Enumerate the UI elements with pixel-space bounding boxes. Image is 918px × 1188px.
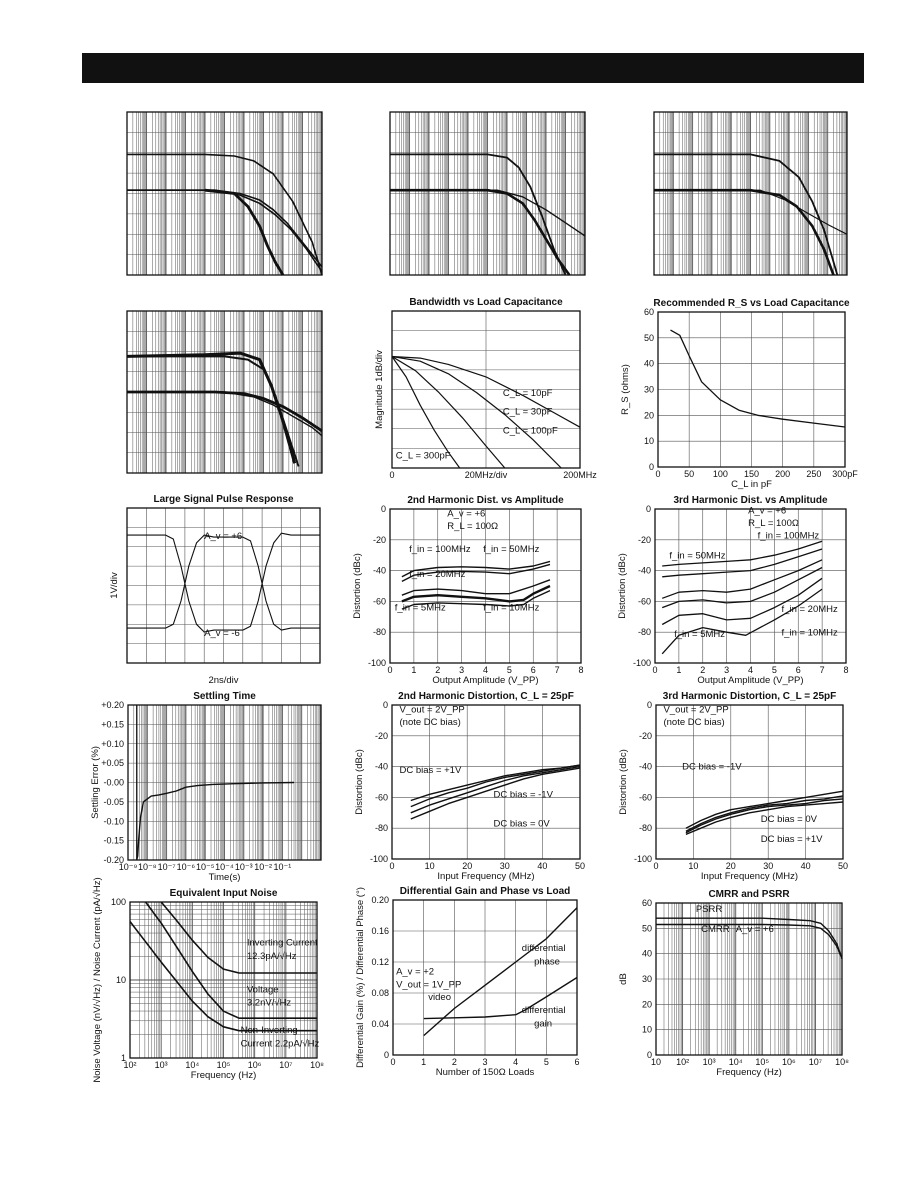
y-tick-label: 100 xyxy=(110,897,126,907)
chart-title: 2nd Harmonic Dist. vs Amplitude xyxy=(407,495,564,506)
x-tick-label: 5 xyxy=(771,665,777,675)
x-tick-label: 7 xyxy=(819,665,825,675)
curve-annotation: Inverting Current xyxy=(246,937,318,949)
x-tick-label: 1 xyxy=(411,665,417,675)
x-tick-label: 30 xyxy=(499,861,510,871)
chart-bandwidth-vs-load-capacitance xyxy=(374,297,597,480)
gridlines xyxy=(654,112,847,275)
curve-annotation: PSRR xyxy=(695,903,723,915)
x-tick-label: 10² xyxy=(676,1057,690,1067)
y-tick-label: 20 xyxy=(641,999,652,1010)
x-tick-label: 10² xyxy=(123,1060,137,1070)
x-tick-label: 10⁷ xyxy=(279,1060,293,1070)
x-tick-label: 10⁻² xyxy=(254,862,272,872)
x-tick-label: 10³ xyxy=(154,1060,168,1070)
y-axis-label: Magnitude 1dB/div xyxy=(374,350,385,429)
x-tick-label: 200 xyxy=(775,469,791,479)
y-tick-label: -20 xyxy=(637,534,651,545)
y-axis-label: Distortion (dBc) xyxy=(354,749,365,815)
curve-annotation: gain xyxy=(534,1018,553,1030)
curve-annotation: DC bias = -1V xyxy=(493,789,553,801)
curve-annotation: (note DC bias) xyxy=(663,717,725,729)
curve-annotation: (note DC bias) xyxy=(399,717,461,729)
chart-recommended-rs-vs-load-capacitance xyxy=(620,298,858,490)
chart-3rd-harmonic-dist-vs-amplitude xyxy=(617,495,849,686)
y-tick-label: -40 xyxy=(374,761,388,772)
x-tick-label: 0 xyxy=(387,665,393,675)
x-axis-label: Input Frequency (MHz) xyxy=(700,871,799,882)
x-tick-label: 10⁻⁶ xyxy=(176,862,196,872)
curve-annotation: A_v = +6 xyxy=(748,505,787,517)
y-axis-label: R_S (ohms) xyxy=(620,364,631,415)
curve-annotation: Voltage xyxy=(246,984,279,996)
chart-top-right-frequency-response xyxy=(654,112,847,275)
x-axis-label: Output Amplitude (V_PP) xyxy=(697,675,804,686)
x-tick-label: 5 xyxy=(506,665,512,675)
y-tick-label: -60 xyxy=(638,792,652,803)
x-tick-label: 2 xyxy=(435,665,441,675)
x-tick-label: 10 xyxy=(424,861,435,871)
y-tick-label: 30 xyxy=(643,384,654,395)
x-tick-label: 30 xyxy=(763,861,774,871)
y-tick-label: -40 xyxy=(638,761,652,772)
y-axis-label: Differential Gain (%) / Differential Phase (°) xyxy=(355,887,366,1068)
y-tick-label: 0 xyxy=(646,1050,652,1060)
x-tick-label: 50 xyxy=(684,469,695,479)
curve-annotation: f_in = 20MHz xyxy=(409,568,466,580)
chart-cmrr-and-psrr xyxy=(618,889,849,1078)
y-tick-label: 0 xyxy=(645,504,651,514)
curve-annotation: R_L = 100Ω xyxy=(447,521,499,533)
curve-annotation: 3.2nV/√Hz xyxy=(246,997,292,1009)
x-axis-label: 2ns/div xyxy=(208,675,239,686)
x-tick-label: 0 xyxy=(653,861,659,871)
x-tick-label: 10 xyxy=(650,1057,662,1067)
y-tick-label: 40 xyxy=(641,948,652,959)
y-tick-label: 0.12 xyxy=(371,957,389,967)
x-tick-label: 200MHz xyxy=(563,470,597,480)
curve-annotation: C_L = 10pF xyxy=(502,387,553,399)
x-axis-label: Number of 150Ω Loads xyxy=(435,1067,535,1078)
x-tick-label: 1 xyxy=(421,1057,427,1067)
gridlines xyxy=(390,509,581,663)
y-axis-label: dB xyxy=(618,973,629,985)
y-tick-label: -40 xyxy=(637,565,651,576)
x-tick-label: 40 xyxy=(537,861,548,871)
x-tick-label: 300pF xyxy=(832,469,858,479)
curve-annotation: DC bias = 0V xyxy=(760,814,817,826)
y-tick-label: 0 xyxy=(646,700,652,710)
x-axis-label: Input Frequency (MHz) xyxy=(437,871,535,882)
curve-annotation: f_in = 100MHz xyxy=(409,544,471,556)
y-tick-label: -80 xyxy=(638,823,652,834)
x-tick-label: 5 xyxy=(543,1057,549,1067)
x-tick-label: 10⁻⁷ xyxy=(157,862,176,872)
y-axis-label: Distortion (dBc) xyxy=(617,553,628,619)
y-tick-label: -20 xyxy=(638,730,652,741)
x-tick-label: 10⁻⁵ xyxy=(195,862,215,872)
y-tick-label: 60 xyxy=(643,307,654,317)
y-tick-label: -80 xyxy=(372,627,386,638)
gridlines xyxy=(658,312,845,467)
curve-annotation: f_in = 100MHz xyxy=(757,530,820,542)
y-tick-label: 0 xyxy=(380,504,386,514)
y-tick-label: +0.05 xyxy=(101,758,124,769)
chart-2nd-harmonic-dist-vs-amplitude xyxy=(352,495,584,686)
x-axis-label: Output Amplitude (V_PP) xyxy=(432,675,539,686)
chart-title: Bandwidth vs Load Capacitance xyxy=(409,297,563,308)
x-tick-label: 10⁴ xyxy=(185,1060,200,1070)
series-line-1 xyxy=(390,154,566,275)
curve-annotation: A_v = +2 xyxy=(396,966,435,978)
curve-annotation: A_v = -6 xyxy=(204,627,240,639)
curve-annotation: CMRR xyxy=(701,924,730,936)
x-tick-label: 6 xyxy=(574,1057,580,1067)
curve-annotation: f_in = 5MHz xyxy=(674,628,726,640)
y-tick-label: 1 xyxy=(120,1053,126,1063)
y-tick-label: -100 xyxy=(369,854,388,864)
y-tick-label: 40 xyxy=(643,358,654,369)
curve-annotation: C_L = 100pF xyxy=(502,425,558,437)
x-tick-label: 40 xyxy=(800,861,811,871)
x-tick-label: 150 xyxy=(743,469,760,479)
y-tick-label: 60 xyxy=(641,898,652,908)
x-tick-label: 2 xyxy=(700,665,706,675)
curve-annotation: DC bias = 0V xyxy=(493,818,550,830)
x-tick-label: 8 xyxy=(578,665,584,675)
x-tick-label: 10⁵ xyxy=(755,1057,770,1067)
y-tick-label: 0.20 xyxy=(371,895,389,905)
y-tick-label: 0 xyxy=(382,700,388,710)
x-tick-label: 6 xyxy=(795,665,801,675)
x-tick-label: 10⁶ xyxy=(781,1057,796,1067)
x-tick-label: 4 xyxy=(747,665,754,675)
chart-title: Equivalent Input Noise xyxy=(169,888,278,899)
y-tick-label: 0 xyxy=(383,1050,389,1060)
series-line-3 xyxy=(402,580,550,595)
chart-title: Recommended R_S vs Load Capacitance xyxy=(653,298,850,309)
curve-annotation: video xyxy=(428,991,451,1003)
x-axis-label: C_L in pF xyxy=(731,479,772,490)
y-tick-label: 50 xyxy=(643,332,654,343)
y-tick-label: 0.16 xyxy=(371,926,389,936)
x-tick-label: 1 xyxy=(676,665,682,675)
curve-annotation: C_L = 30pF xyxy=(502,406,553,418)
y-tick-label: 0 xyxy=(648,462,654,472)
curve-annotation: f_in = 10MHz xyxy=(781,627,838,639)
y-tick-label: -100 xyxy=(633,854,652,864)
y-tick-label: -0.00 xyxy=(103,777,124,788)
y-axis-label: 1V/div xyxy=(109,572,120,599)
x-tick-label: 10⁻¹ xyxy=(273,862,292,872)
x-tick-label: 50 xyxy=(837,861,849,871)
curve-annotation: DC bias = +1V xyxy=(760,834,823,846)
y-tick-label: -60 xyxy=(374,792,388,803)
x-tick-label: 50 xyxy=(574,861,586,871)
x-tick-label: 6 xyxy=(530,665,536,675)
series-line-1 xyxy=(137,802,144,860)
chart-settling-time xyxy=(90,691,321,883)
chart-title: Large Signal Pulse Response xyxy=(153,494,294,505)
chart-title: 2nd Harmonic Distortion, C_L = 25pF xyxy=(398,691,574,702)
y-tick-label: -80 xyxy=(374,823,388,834)
y-tick-label: -20 xyxy=(372,534,386,545)
x-tick-label: 10⁶ xyxy=(247,1060,262,1070)
curve-annotation: C_L = 300pF xyxy=(395,450,451,462)
y-axis-label: Distortion (dBc) xyxy=(618,749,629,815)
x-tick-label: 10³ xyxy=(702,1057,716,1067)
y-tick-label: 20 xyxy=(643,410,654,421)
y-tick-label: 30 xyxy=(641,974,652,984)
y-tick-label: -0.05 xyxy=(103,796,124,807)
curve-annotation: A_v = +6 xyxy=(204,531,243,542)
y-tick-label: -40 xyxy=(372,565,386,576)
x-tick-label: 10⁴ xyxy=(728,1057,743,1067)
y-axis-label: Noise Voltage (nV/√Hz) / Noise Current (pA/√Hz) xyxy=(92,877,103,1083)
x-tick-label: 10⁸ xyxy=(835,1057,849,1067)
x-tick-label: 100 xyxy=(712,469,728,479)
x-tick-label: 20 xyxy=(725,861,736,871)
curve-annotation: V_out = 2V_PP xyxy=(399,704,465,716)
curve-annotation: A_v = +6 xyxy=(735,924,774,936)
x-tick-label: 250 xyxy=(806,469,822,479)
y-tick-label: -100 xyxy=(632,658,651,668)
y-tick-label: -0.15 xyxy=(103,835,124,846)
x-tick-label: 20 xyxy=(462,861,473,871)
chart-top-left-frequency-response xyxy=(127,112,322,275)
x-tick-label: 3 xyxy=(459,665,465,675)
x-tick-label: 8 xyxy=(843,665,849,675)
chart-top-middle-frequency-response xyxy=(390,112,585,275)
y-tick-label: 50 xyxy=(641,923,652,934)
x-tick-label: 3 xyxy=(724,665,730,675)
series-line-1 xyxy=(671,330,846,427)
chart-title: 3rd Harmonic Dist. vs Amplitude xyxy=(673,495,828,506)
x-tick-label: 7 xyxy=(554,665,560,675)
x-tick-label: 10⁷ xyxy=(808,1057,823,1067)
y-axis-label: Settling Error (%) xyxy=(90,746,101,819)
y-tick-label: 0.04 xyxy=(371,1019,389,1029)
chart-row2-left-frequency-response xyxy=(127,311,322,473)
chart-title: Differential Gain and Phase vs Load xyxy=(399,886,571,897)
x-tick-label: 10⁵ xyxy=(216,1060,231,1070)
chart-differential-gain-and-phase-vs-load xyxy=(355,886,580,1078)
x-tick-label: 0 xyxy=(389,861,395,871)
curve-annotation: f_in = 20MHz xyxy=(781,604,838,616)
curve-annotation: DC bias = +1V xyxy=(399,764,462,776)
x-axis-label: Frequency (Hz) xyxy=(716,1067,782,1078)
y-tick-label: -60 xyxy=(372,596,386,607)
x-tick-label: 4 xyxy=(513,1057,519,1067)
curve-annotation: Non-Inverting xyxy=(240,1025,298,1037)
curve-annotation: differential xyxy=(521,943,566,955)
curve-annotation: V_out = 2V_PP xyxy=(663,704,729,716)
y-tick-label: 0.08 xyxy=(371,988,389,998)
chart-title: CMRR and PSRR xyxy=(708,889,790,900)
curve-annotation: f_in = 5MHz xyxy=(394,602,446,614)
y-tick-label: -80 xyxy=(637,627,651,638)
curve-annotation: f_in = 50MHz xyxy=(669,550,726,562)
curve-annotation: R_L = 100Ω xyxy=(748,517,799,529)
x-tick-label: 0 xyxy=(390,1057,396,1067)
y-tick-label: 10 xyxy=(641,1024,652,1035)
x-tick-label: 10 xyxy=(688,861,699,871)
y-tick-label: -0.10 xyxy=(103,816,124,827)
curve-annotation: differential xyxy=(521,1005,566,1017)
curve-annotation: f_in = 10MHz xyxy=(483,602,540,614)
x-tick-label: 10⁻⁴ xyxy=(215,862,234,872)
curve-annotation: phase xyxy=(534,956,560,968)
y-axis-label: Distortion (dBc) xyxy=(352,553,363,619)
curve-annotation: f_in = 50MHz xyxy=(483,544,540,556)
y-tick-label: 10 xyxy=(643,436,654,447)
x-tick-label: 20MHz/div xyxy=(464,470,508,480)
x-tick-label: 0 xyxy=(652,665,658,675)
curve-annotation: Current 2.2pA/√Hz xyxy=(240,1038,320,1050)
x-tick-label: 4 xyxy=(482,665,489,675)
y-tick-label: 10 xyxy=(115,975,126,985)
y-tick-label: -20 xyxy=(374,730,388,741)
x-tick-label: 10⁻⁹ xyxy=(118,862,138,872)
y-tick-label: -0.20 xyxy=(103,855,124,865)
x-axis-label: Frequency (Hz) xyxy=(190,1070,257,1081)
header-bar xyxy=(82,53,864,83)
curve-annotation: 12.3pA/√Hz xyxy=(246,950,297,962)
x-tick-label: 10⁸ xyxy=(310,1060,324,1070)
x-tick-label: 10⁻³ xyxy=(234,862,253,872)
gridlines xyxy=(390,112,585,275)
chart-title: 3rd Harmonic Distortion, C_L = 25pF xyxy=(662,691,837,702)
chart-2nd-harmonic-distortion-cl25pf xyxy=(354,691,586,882)
curve-annotation: DC bias = -1V xyxy=(682,761,742,773)
curve-annotation: V_out = 1V_PP xyxy=(396,979,462,991)
x-tick-label: 0 xyxy=(655,469,661,479)
y-tick-label: -100 xyxy=(367,658,386,668)
x-tick-label: 10⁻⁸ xyxy=(138,862,157,872)
x-tick-label: 3 xyxy=(482,1057,488,1067)
x-tick-label: 0 xyxy=(389,470,395,480)
y-tick-label: +0.15 xyxy=(101,719,124,730)
y-tick-label: +0.20 xyxy=(101,700,124,710)
x-tick-label: 2 xyxy=(451,1057,457,1067)
y-tick-label: +0.10 xyxy=(101,738,124,749)
curve-annotation: A_v = +6 xyxy=(447,508,486,520)
chart-large-signal-pulse-response xyxy=(109,494,320,686)
y-tick-label: -60 xyxy=(637,596,651,607)
gridlines xyxy=(393,900,577,1055)
chart-3rd-harmonic-distortion-cl25pf xyxy=(618,691,849,882)
chart-title: Settling Time xyxy=(193,691,256,702)
x-axis-label: Time(s) xyxy=(208,872,241,883)
